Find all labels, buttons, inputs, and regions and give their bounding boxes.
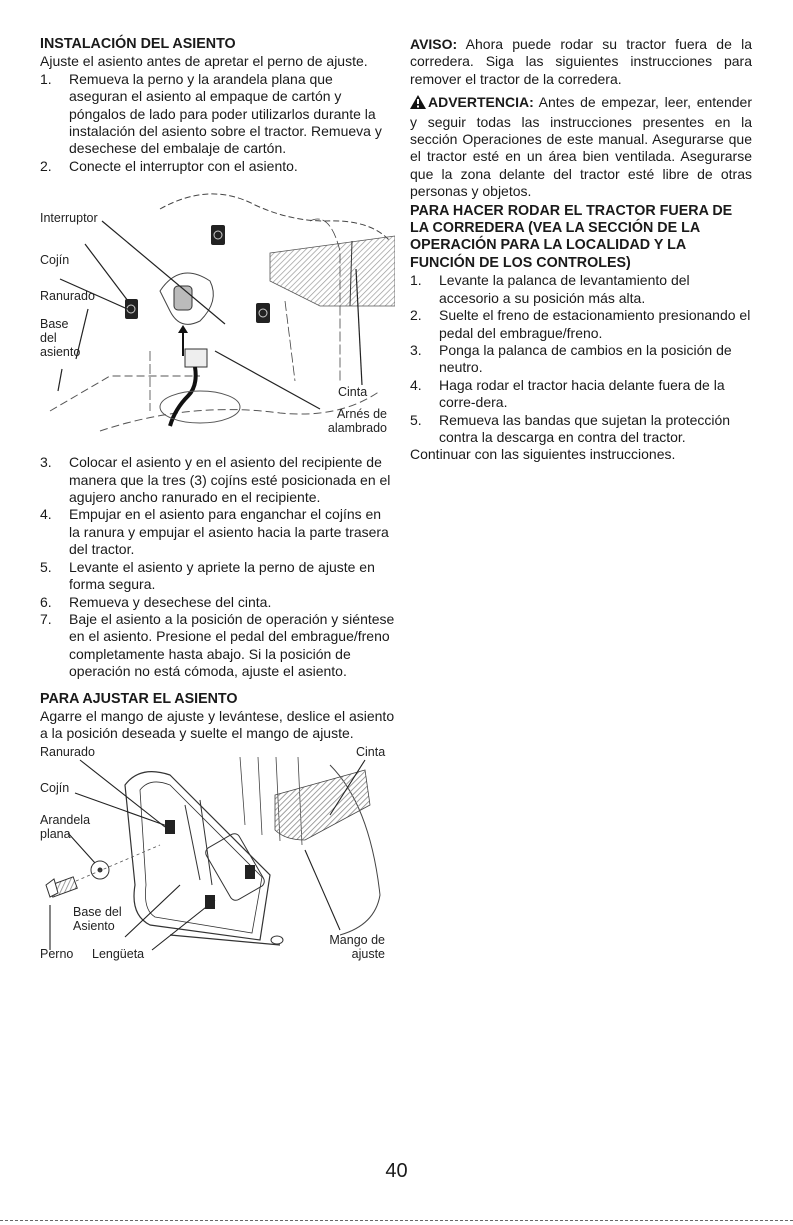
page-number: 40 (385, 1160, 408, 1182)
step-number: 5. (410, 411, 422, 428)
roll-steps (410, 272, 752, 446)
step-number: 6. (40, 593, 52, 610)
list-item (410, 272, 752, 307)
list-item (40, 594, 395, 611)
list-item (410, 342, 752, 377)
advertencia-text: Antes de empezar, leer, entender y seguir todas las instrucciones presentes en la sección Operaciones de este manual. Asegurarse que el tractor esté en un área bien ventilada. Asegurarse que la zona delante del tractor esté libre de otras personas y objetos. (410, 94, 752, 200)
roll-heading: PARA HACER RODAR EL TRACTOR FUERA DE LA CORREDERA (VEA LA SECCIÓN DE LA OPERACIÓN PARA LA LOCALIDAD Y LA FUNCIÓN DE LOS CONTROLES) (410, 202, 733, 271)
step-number: 4. (40, 506, 52, 523)
seat-install-heading: INSTALACIÓN DEL ASIENTO (40, 36, 236, 52)
advertencia-label: ADVERTENCIA: (428, 94, 534, 111)
aviso-text: Ahora puede rodar su tractor fuera de la corredera. Siga las siguientes instrucciones para remover el tractor de la corredera. (410, 36, 752, 87)
seat-adjust-figure (40, 745, 395, 960)
figure1-label-cojin: Cojín (40, 253, 70, 268)
list-item (40, 71, 395, 158)
list-item (40, 559, 395, 594)
step-text: Remueva las bandas que sujetan la protección contra la descarga en contra del tractor. (439, 411, 731, 445)
seat-install-steps-a (40, 71, 395, 175)
step-number: 7. (40, 610, 52, 627)
warning-triangle-icon (410, 95, 426, 113)
list-item (40, 506, 395, 558)
list-item (40, 158, 395, 175)
list-item (40, 611, 395, 681)
figure2-label-cojin: Cojín (40, 780, 70, 795)
step-text: Empujar en el asiento para enganchar el cojíns en la ranura y empujar el asiento hacia la parte trasera del tractor. (69, 506, 389, 558)
step-text: Remueva y desechese del cinta. (69, 593, 272, 610)
step-number: 3. (410, 341, 422, 358)
bottom-divider (0, 1220, 793, 1221)
figure2-label-lengueta: Lengüeta (92, 946, 145, 961)
step-text: Levante la palanca de levantamiento del accesorio a su posición más alta. (439, 272, 690, 306)
figure2-label-perno: Perno (40, 946, 74, 961)
step-number: 1. (410, 272, 422, 289)
step-number: 1. (40, 70, 52, 87)
step-text: Remueva la perno y la arandela plana que aseguran el asiento al empaque de cartón y póngalos de lado para poder utilizarlos durante la instalación del asiento sobre el tractor. Remueva y desechese del embalaje de cartón. (69, 70, 382, 157)
seat-adjust-heading: PARA AJUSTAR EL ASIENTO (40, 690, 238, 707)
right-column (410, 36, 752, 464)
seat-adjust-text: Agarre el mango de ajuste y levántese, deslice el asiento a la posición deseada y suelte el mango de ajuste. (40, 707, 395, 742)
list-item (410, 307, 752, 342)
seat-install-steps-b (40, 454, 395, 680)
step-text: Baje el asiento a la posición de operación y siéntese en el asiento. Presione el pedal del embrague/freno completamente hasta abajo. Si la posición de operación no está cómoda, ajuste el asiento. (69, 610, 395, 680)
figure1-label-interruptor: Interruptor (40, 211, 98, 226)
step-number: 2. (40, 157, 52, 174)
list-item (410, 412, 752, 447)
figure2-label-mango: Mango de ajuste (329, 932, 385, 961)
seat-install-intro: Ajuste el asiento antes de apretar el perno de ajuste. (40, 53, 368, 70)
list-item (410, 377, 752, 412)
figure2-label-cinta: Cinta (356, 744, 386, 759)
continue-text: Continuar con las siguientes instrucciones. (410, 446, 676, 463)
step-text: Haga rodar el tractor hacia delante fuera de la corre-dera. (439, 376, 725, 411)
aviso-label: AVISO: (410, 36, 458, 52)
step-text: Conecte el interruptor con el asiento. (69, 157, 298, 174)
figure1-label-base-asiento: Base del asiento (40, 317, 81, 360)
step-text: Colocar el asiento y en el asiento del recipiente de manera que la tres (3) cojíns esté posicionada en el agujero ancho ranurado en el recipiente. (69, 454, 391, 506)
figure2-label-arandela: Arandela plana (40, 812, 91, 841)
figure1-label-ranurado: Ranurado (40, 289, 95, 304)
step-number: 5. (40, 558, 52, 575)
step-number: 4. (410, 376, 422, 393)
figure2-label-ranurado: Ranurado (40, 744, 95, 759)
advertencia-paragraph (410, 94, 752, 200)
figure1-label-arnes: Arnés de alambrado (327, 407, 387, 436)
step-text: Suelte el freno de estacionamiento presionando el pedal del embrague/freno. (439, 307, 751, 341)
step-text: Ponga la palanca de cambios en la posición de neutro. (439, 341, 732, 376)
aviso-paragraph (410, 36, 752, 88)
left-column (40, 36, 395, 960)
step-number: 3. (40, 454, 52, 471)
seat-switch-figure (40, 181, 395, 446)
figure1-label-cinta: Cinta (338, 385, 368, 400)
step-number: 2. (410, 307, 422, 324)
step-text: Levante el asiento y apriete la perno de ajuste en forma segura. (69, 558, 375, 593)
list-item (40, 454, 395, 506)
figure2-label-base: Base del Asiento (73, 904, 122, 933)
